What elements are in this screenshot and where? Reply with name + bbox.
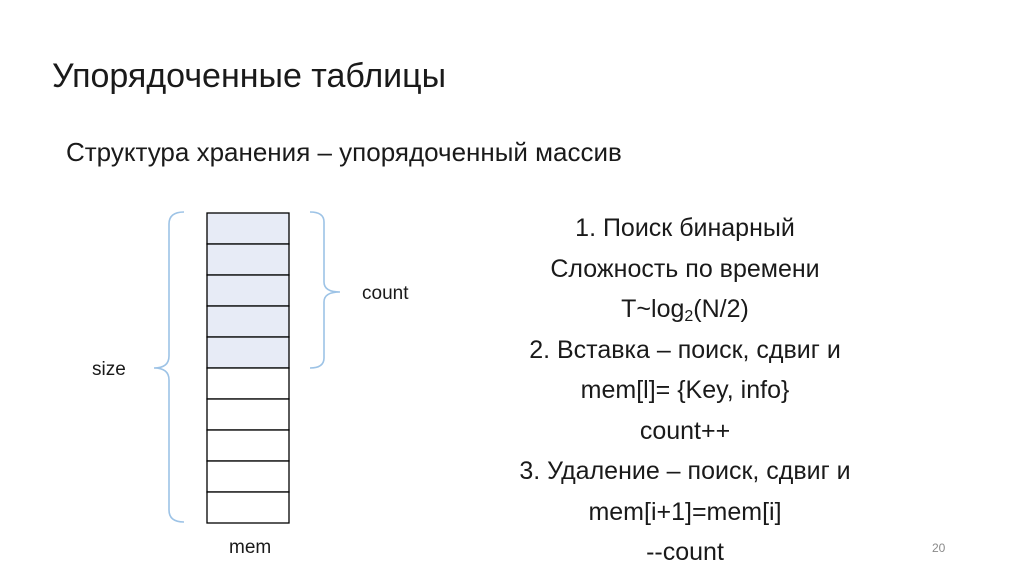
slide-subtitle: Структура хранения – упорядоченный массив [66,137,622,167]
op1-formula [440,289,930,330]
op3-code: mem[i+1]=mem[i] [588,497,782,526]
op2-count: count++ [639,416,731,445]
array-cell-filled [207,337,289,368]
size-label: size [92,359,126,380]
op3-count: --count [646,538,724,566]
op2-code: mem[l]= {Key, info} [580,376,790,404]
mem-label: mem [229,537,272,558]
op2-title: 2. Вставка – поиск, сдвиг и [529,335,841,364]
array-cell-empty [207,492,289,523]
op1-formula-prefix: T~log [621,295,685,323]
array-cells [207,213,289,523]
array-cell-empty [207,461,289,492]
array-cell-filled [207,244,289,275]
array-cell-filled [207,213,289,244]
operations-list [440,208,930,573]
count-brace [310,212,340,368]
size-brace [154,212,184,522]
page-number: 20 [932,541,946,555]
array-cell-filled [207,275,289,306]
array-cell-filled [207,306,289,337]
slide-title: Упорядоченные таблицы [52,57,447,95]
op3-title: 3. Удаление – поиск, сдвиг и [519,457,851,485]
op1-title: 1. Поиск бинарный [575,214,795,242]
op1-formula-suffix: (N/2) [693,295,749,323]
array-cell-empty [207,430,289,461]
array-cell-empty [207,368,289,399]
count-label: count [362,283,409,304]
op1-complexity: Сложность по времени [550,254,820,283]
op1-formula-sub: 2 [684,308,694,325]
array-cell-empty [207,399,289,430]
